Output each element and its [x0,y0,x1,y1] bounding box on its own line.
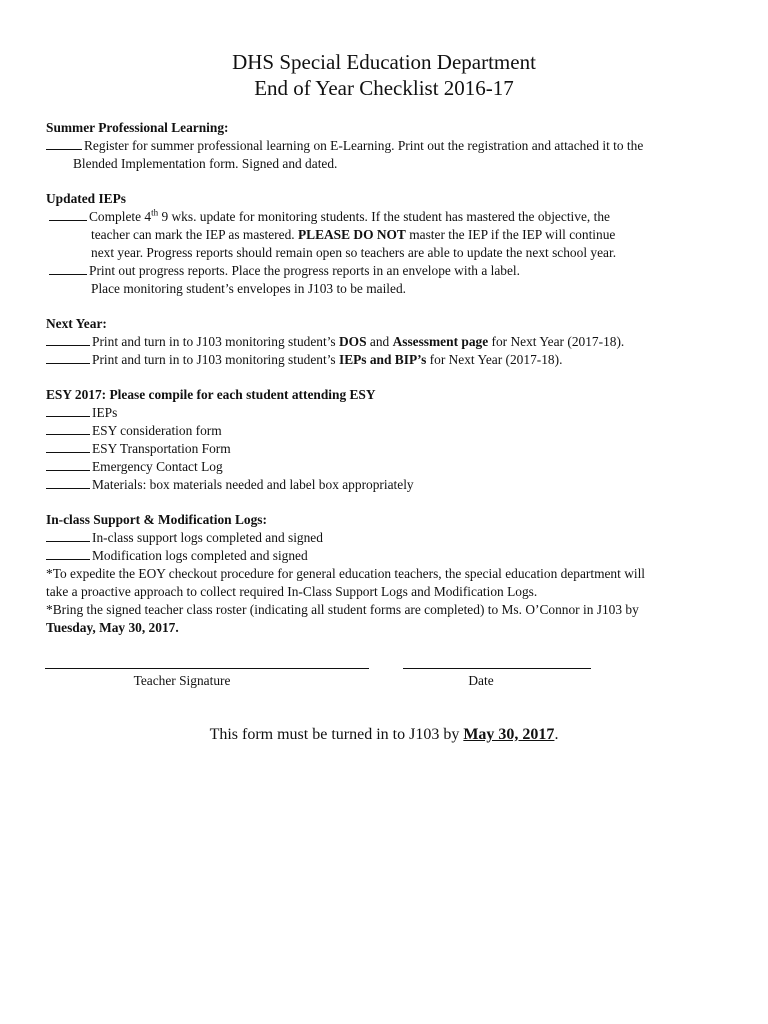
note-text: *To expedite the EOY checkout procedure for general education teachers, the special education department will [46,566,646,581]
checklist-item-esy: IEPs [46,404,117,422]
note-text: take a proactive approach to collect required In-Class Support Logs and Modification Logs. [46,584,538,599]
section-heading-esy: ESY 2017: Please compile for each student attending ESY [46,387,376,402]
checkbox-blank[interactable] [46,529,90,542]
checklist-item-progress-reports: Print out progress reports. Place the progress reports in an envelope with a label. [49,262,520,280]
checkbox-blank[interactable] [46,137,82,150]
note-deadline: Tuesday, May 30, 2017. [46,620,179,635]
teacher-signature-label: Teacher Signature [133,673,231,688]
section-heading-summer: Summer Professional Learning: [46,120,229,135]
checkbox-blank[interactable] [46,404,90,417]
checkbox-blank[interactable] [46,333,90,346]
checklist-item-continuation: Place monitoring student’s envelopes in J103 to be mailed. [91,281,406,296]
teacher-signature-line[interactable] [45,668,369,669]
checklist-item-summer-registration: Register for summer professional learning on E-Learning. Print out the registration and attached it to the [46,137,643,155]
checklist-item-ieps-bips: Print and turn in to J103 monitoring student’s IEPs and BIP’s for Next Year (2017-18). [46,351,562,369]
checkbox-blank[interactable] [46,476,90,489]
checkbox-blank[interactable] [49,262,87,275]
checkbox-blank[interactable] [46,422,90,435]
document-title-line2: End of Year Checklist 2016-17 [254,76,514,100]
checklist-item-esy: Materials: box materials needed and label box appropriately [46,476,414,494]
checkbox-blank[interactable] [46,351,90,364]
checklist-item-esy: Emergency Contact Log [46,458,223,476]
checkbox-blank[interactable] [46,440,90,453]
checklist-item-inclass: In-class support logs completed and signed [46,529,323,547]
footer-deadline-date: May 30, 2017 [463,726,555,743]
checkbox-blank[interactable] [46,458,90,471]
checklist-item-esy: ESY consideration form [46,422,222,440]
checklist-item-inclass: Modification logs completed and signed [46,547,308,565]
document-title-line1: DHS Special Education Department [232,50,536,74]
date-line[interactable] [403,668,591,669]
section-heading-inclass: In-class Support & Modification Logs: [46,512,267,527]
checklist-item-dos-assessment: Print and turn in to J103 monitoring student’s DOS and Assessment page for Next Year (2017-18). [46,333,624,351]
checklist-item-esy: ESY Transportation Form [46,440,231,458]
checklist-item-continuation: teacher can mark the IEP as mastered. PLEASE DO NOT master the IEP if the IEP will continue [91,227,616,242]
checklist-item-continuation: next year. Progress reports should remain open so teachers are able to update the next school year. [91,245,617,260]
checkbox-blank[interactable] [49,208,87,221]
date-label: Date [468,673,494,688]
checkbox-blank[interactable] [46,547,90,560]
footer-notice: This form must be turned in to J103 by May 30, 2017. [209,726,559,743]
note-text: *Bring the signed teacher class roster (indicating all student forms are completed) to Ms. O’Connor in J103 by [46,602,639,617]
checklist-item-continuation: Blended Implementation form. Signed and dated. [73,156,338,171]
section-heading-next-year: Next Year: [46,316,107,331]
section-heading-ieps: Updated IEPs [46,191,126,206]
checklist-item-iep-update: Complete 4th 9 wks. update for monitoring students. If the student has mastered the objective, the [49,208,610,226]
